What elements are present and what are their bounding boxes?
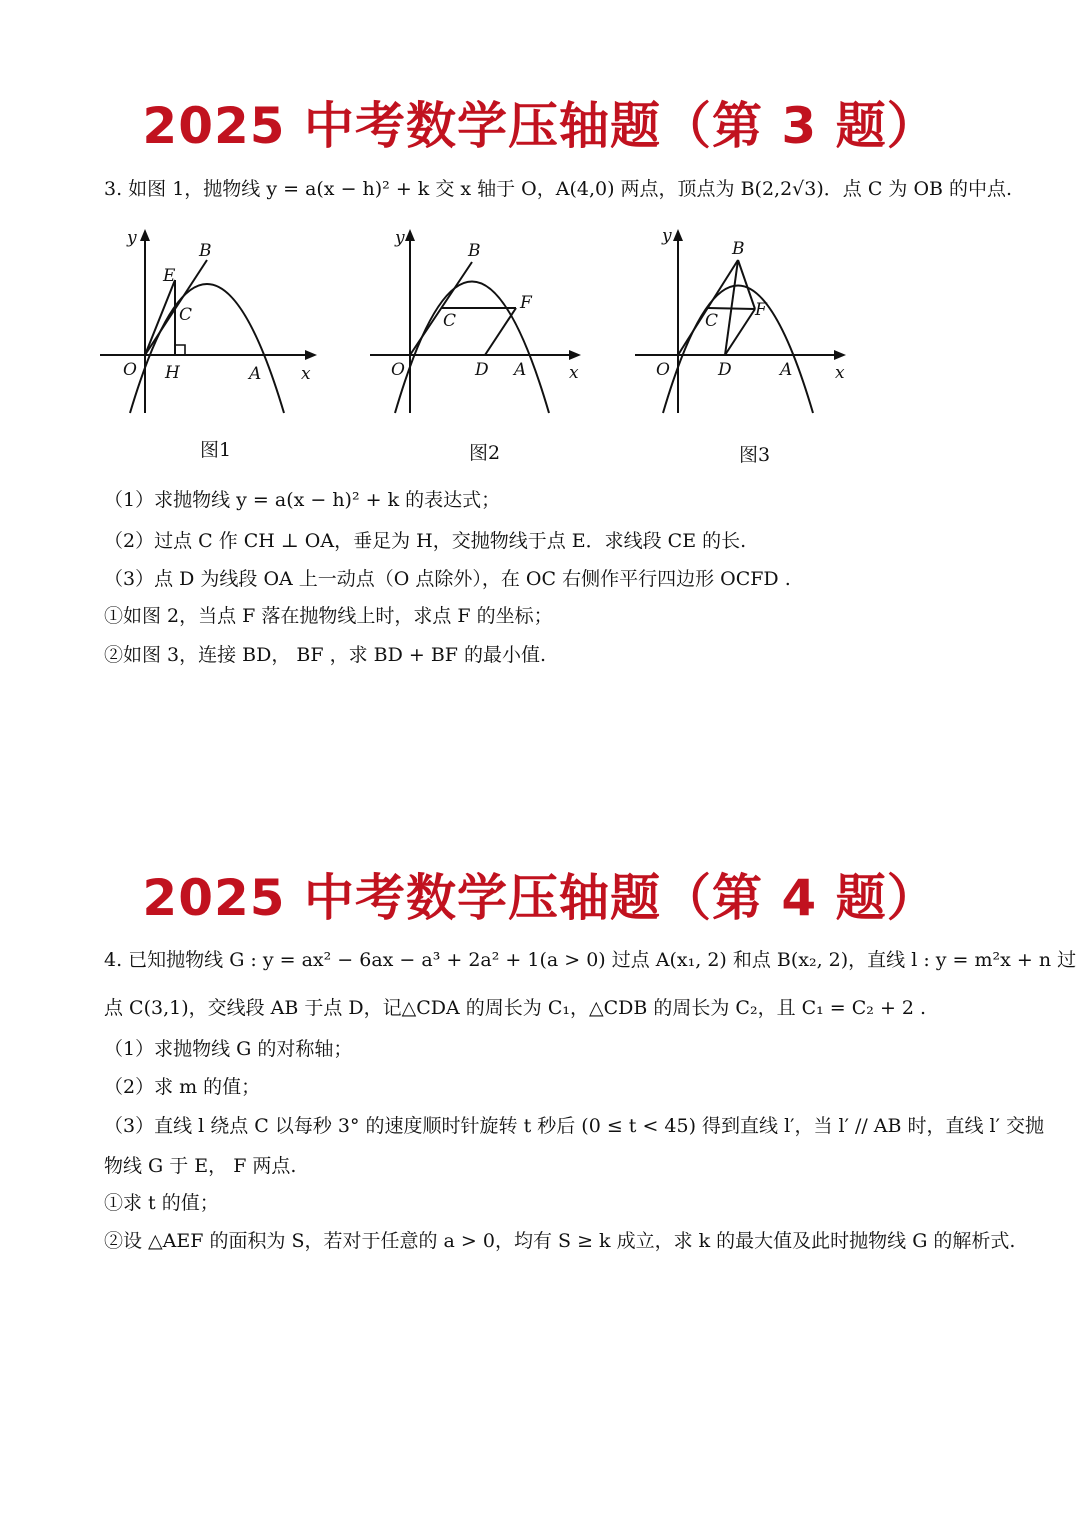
problem3-question-1: （1）求抛物线 y = a(x − h)² + k 的表达式； [104, 489, 501, 511]
fig1-x-arrow [305, 350, 317, 360]
problem4-question-3-part-2: ②设 △AEF 的面积为 S，若对于任意的 a > 0，均有 S ≥ k 成立，求 k 的最大值及此时抛物线 G 的解析式. [104, 1230, 1016, 1252]
figure-2-diagram [365, 225, 595, 420]
fig2-y-arrow [405, 229, 415, 241]
problem4-question-1: （1）求抛物线 G 的对称轴； [104, 1038, 353, 1060]
problem4-question-3: （3）直线 l 绕点 C 以每秒 3° 的速度顺时针旋转 t 秒后 (0 ≤ t < 45) 得到直线 l′，当 l′ // AB 时，直线 l′ 交抛 [104, 1115, 1044, 1137]
problem3-title: 2025 中考数学压轴题（第 3 题） [142, 97, 938, 155]
figure-1-caption: 图1 [200, 439, 232, 461]
fig2-label-y: y [395, 228, 405, 248]
figure-3-caption: 图3 [739, 444, 771, 466]
figure-1-diagram [95, 225, 325, 420]
fig2-label-a: A [514, 360, 527, 380]
problem4-question-3-cont: 物线 G 于 E， F 两点. [104, 1155, 297, 1177]
figure-3-diagram [630, 225, 860, 420]
problem4-line-2: 点 C(3,1)，交线段 AB 于点 D，记△CDA 的周长为 C₁，△CDB 的周长为 C₂，且 C₁ = C₂ + 2 . [104, 997, 927, 1019]
fig1-label-y: y [127, 228, 137, 248]
problem4-line-1: 4. 已知抛物线 G : y = ax² − 6ax − a³ + 2a² + 1(a > 0) 过点 A(x₁, 2) 和点 B(x₂, 2)，直线 l : y = m²x + n 过 [104, 949, 1077, 971]
fig3-label-x: x [835, 363, 845, 383]
problem4-question-3-part-1: ①求 t 的值； [104, 1192, 219, 1214]
problem3-intro: 3. 如图 1，抛物线 y = a(x − h)² + k 交 x 轴于 O，A(4,0) 两点，顶点为 B(2,2√3)．点 C 为 OB 的中点. [104, 178, 1013, 200]
fig2-segment-df [485, 308, 516, 355]
fig3-label-b: B [732, 239, 745, 259]
fig3-parabola [663, 286, 813, 414]
fig2-x-arrow [569, 350, 581, 360]
fig3-y-arrow [673, 229, 683, 241]
fig1-right-angle [175, 345, 185, 355]
fig3-label-a: A [780, 360, 793, 380]
fig3-label-f: F [755, 300, 767, 320]
fig2-label-f: F [520, 293, 532, 313]
fig1-label-e: E [163, 266, 176, 286]
fig2-label-d: D [475, 360, 489, 380]
fig1-y-arrow [140, 229, 150, 241]
fig1-label-c: C [179, 305, 193, 325]
problem4-title: 2025 中考数学压轴题（第 4 题） [142, 869, 938, 927]
fig2-label-x: x [569, 363, 579, 383]
fig1-label-h: H [165, 363, 180, 383]
fig3-segment-cf [708, 308, 755, 309]
problem3-question-2: （2）过点 C 作 CH ⊥ OA，垂足为 H，交抛物线于点 E．求线段 CE 的长. [104, 530, 747, 552]
problem3-question-3-part-2: ②如图 3，连接 BD， BF ，求 BD + BF 的最小值. [104, 644, 547, 666]
problem3-question-3-part-1: ①如图 2，当点 F 落在抛物线上时，求点 F 的坐标； [104, 605, 553, 627]
fig3-label-c: C [705, 311, 719, 331]
fig3-label-o: O [656, 360, 670, 380]
fig3-x-arrow [834, 350, 846, 360]
fig2-label-b: B [468, 241, 481, 261]
fig3-label-y: y [662, 226, 672, 246]
fig1-parabola [130, 284, 284, 413]
fig3-label-d: D [718, 360, 732, 380]
fig1-label-a: A [249, 364, 262, 384]
fig3-segment-bf [738, 260, 755, 309]
problem4-question-2: （2）求 m 的值； [104, 1076, 261, 1098]
fig1-label-b: B [199, 241, 212, 261]
problem3-question-3: （3）点 D 为线段 OA 上一动点（O 点除外），在 OC 右侧作平行四边形 OCFD . [104, 568, 791, 590]
fig1-label-x: x [301, 364, 311, 384]
fig2-label-o: O [391, 360, 405, 380]
figure-2-caption: 图2 [469, 442, 501, 464]
fig2-label-c: C [443, 311, 457, 331]
fig1-label-o: O [123, 360, 137, 380]
